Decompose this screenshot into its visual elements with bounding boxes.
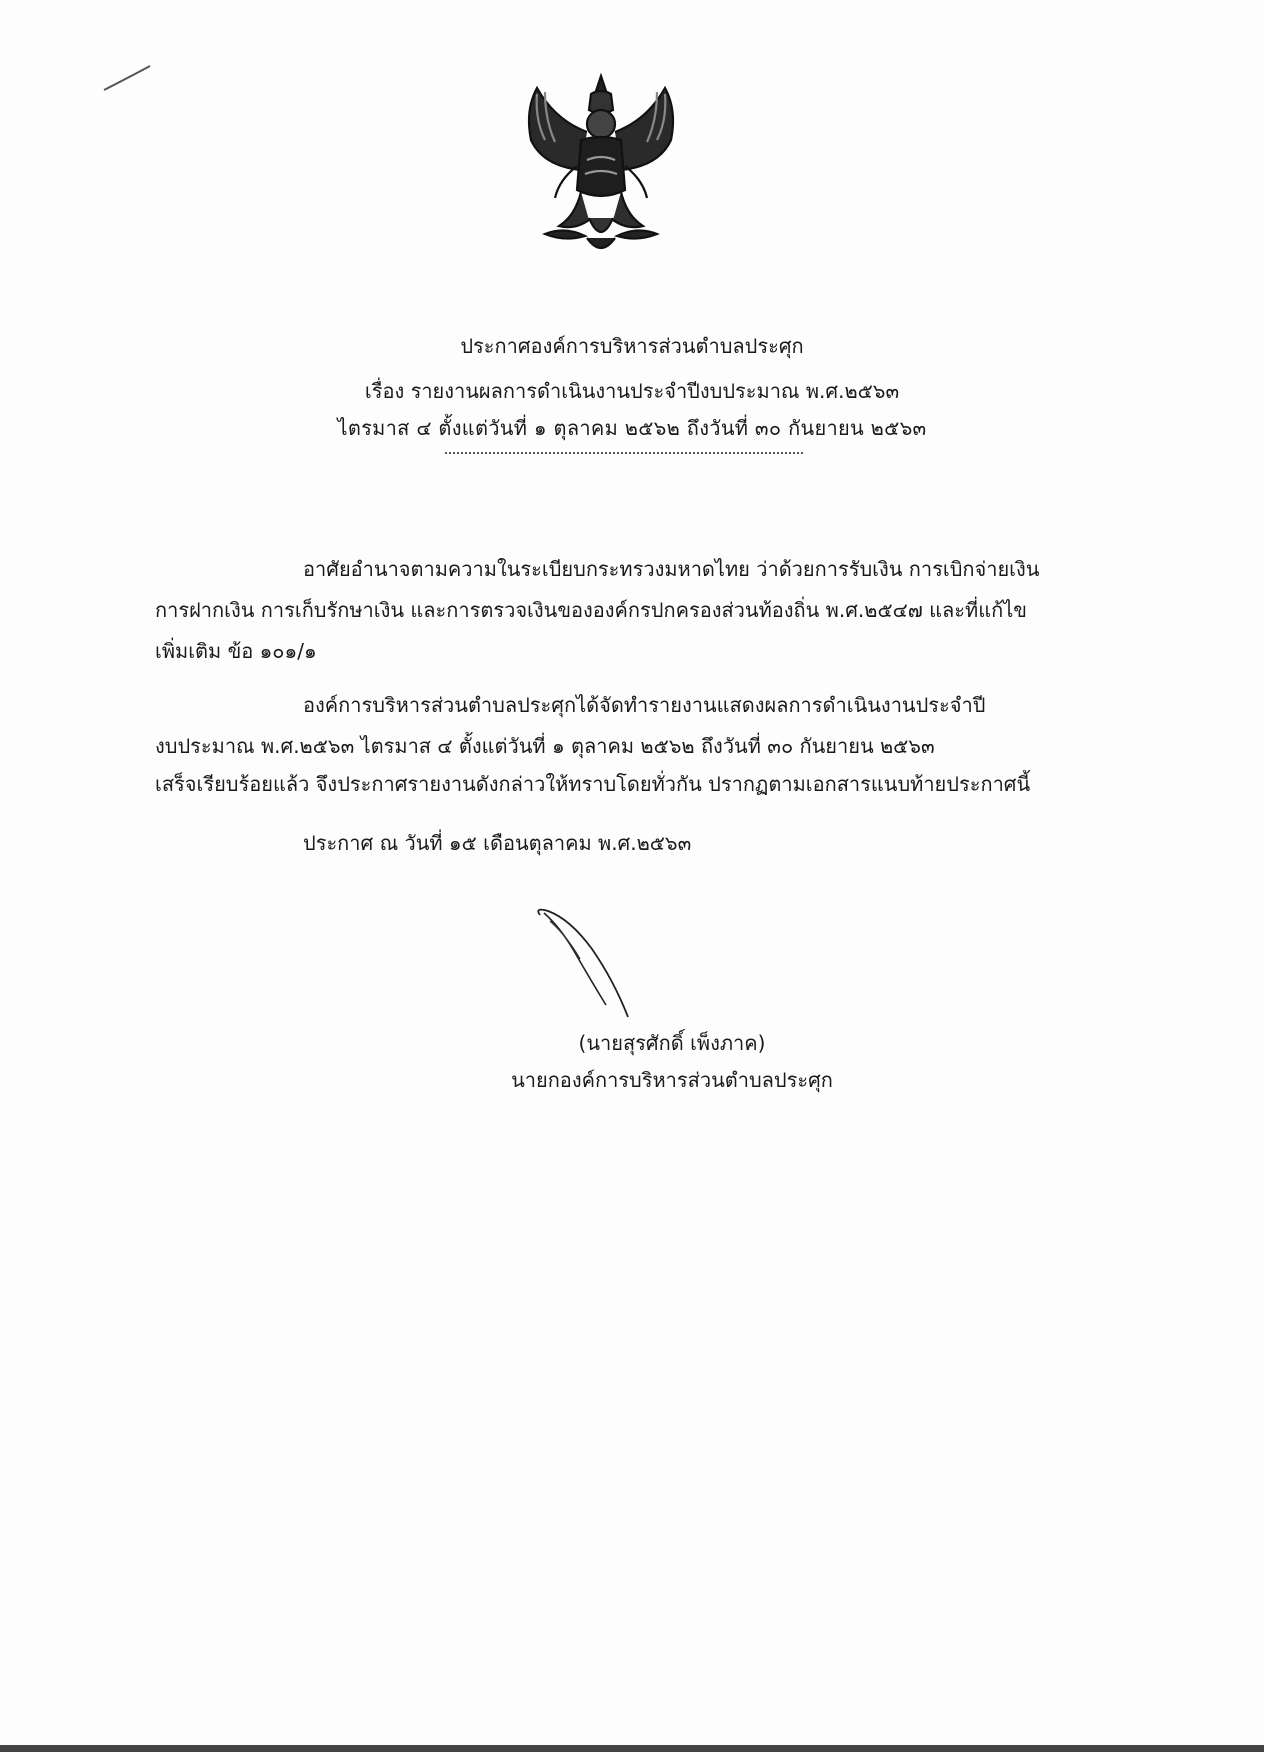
body-paragraph-2-line-3: เสร็จเรียบร้อยแล้ว จึงประกาศรายงานดังกล่าวให้ทราบโดยทั่วกัน ปรากฏตามเอกสารแนบท้ายประกาศนี้	[155, 772, 1031, 796]
announcement-subject: เรื่อง รายงานผลการดำเนินงานประจำปีงบประมาณ พ.ศ.๒๕๖๓	[364, 379, 900, 403]
dotted-separator	[445, 452, 803, 454]
pen-stroke-mark	[100, 60, 160, 100]
scan-edge	[0, 1745, 1264, 1752]
body-paragraph-2-line-1: องค์การบริหารส่วนตำบลประศุกได้จัดทำรายงานแสดงผลการดำเนินงานประจำปี	[303, 693, 986, 717]
body-paragraph-1-line-2: การฝากเงิน การเก็บรักษาเงิน และการตรวจเงินขององค์กรปกครองส่วนท้องถิ่น พ.ศ.๒๕๔๗ และที่แก้ไข	[155, 598, 1027, 622]
body-paragraph-2-line-2: งบประมาณ พ.ศ.๒๕๖๓ ไตรมาส ๔ ตั้งแต่วันที่ ๑ ตุลาคม ๒๕๖๒ ถึงวันที่ ๓๐ กันยายน ๒๕๖๓	[155, 734, 935, 758]
announcement-period: ไตรมาส ๔ ตั้งแต่วันที่ ๑ ตุลาคม ๒๕๖๒ ถึงวันที่ ๓๐ กันยายน ๒๕๖๓	[337, 416, 927, 440]
garuda-emblem	[515, 70, 687, 260]
announce-date: ประกาศ ณ วันที่ ๑๕ เดือนตุลาคม พ.ศ.๒๕๖๓	[303, 831, 692, 855]
handwritten-signature	[530, 905, 670, 1025]
body-paragraph-1-line-3: เพิ่มเติม ข้อ ๑๐๑/๑	[155, 639, 317, 663]
body-paragraph-1-line-1: อาศัยอำนาจตามความในระเบียบกระทรวงมหาดไทย ว่าด้วยการรับเงิน การเบิกจ่ายเงิน	[303, 557, 1040, 581]
signatory-position: นายกองค์การบริหารส่วนตำบลประศุก	[511, 1068, 833, 1092]
announcement-heading: ประกาศองค์การบริหารส่วนตำบลประศุก	[460, 334, 804, 358]
signatory-name: (นายสุรศักดิ์ เพ็งภาค)	[578, 1031, 766, 1055]
